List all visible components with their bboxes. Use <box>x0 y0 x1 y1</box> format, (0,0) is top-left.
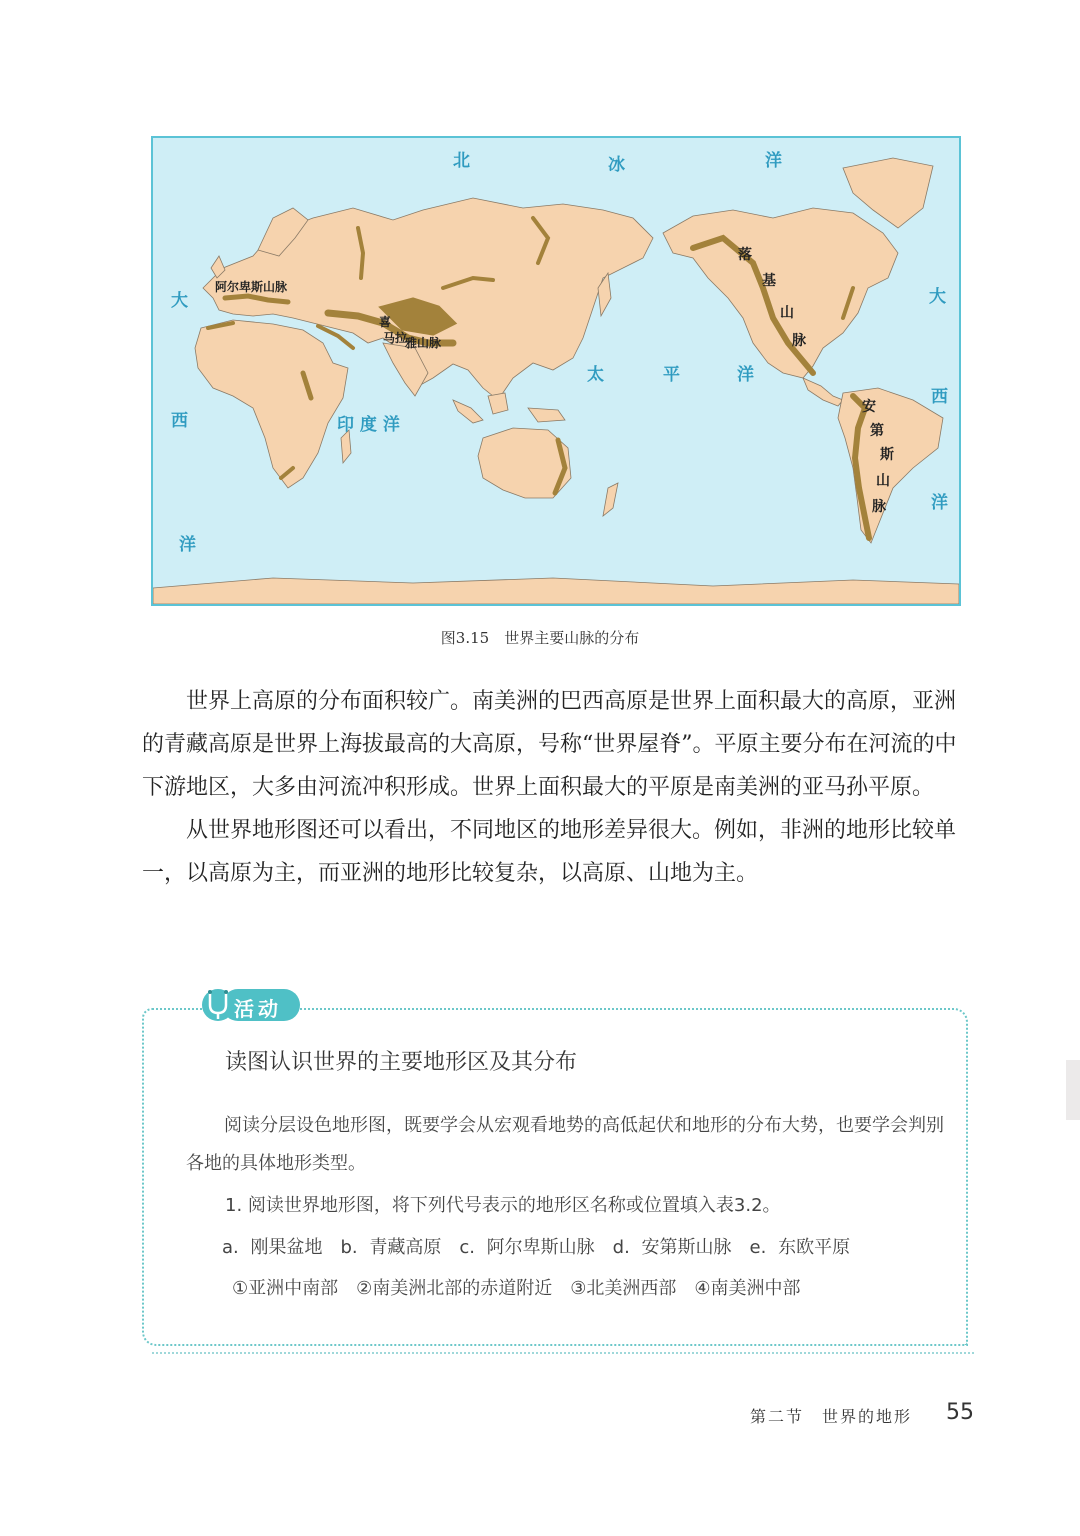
africa-landmass <box>195 320 348 488</box>
pacific-label-2: 平 <box>663 365 680 385</box>
atlantic-right-label-2: 西 <box>931 387 948 407</box>
activity-locations: ①亚洲中南部 ②南美洲北部的赤道附近 ③北美洲西部 ④南美洲中部 <box>232 1278 801 1299</box>
activity-question-1: 1. 阅读世界地形图，将下列代号表示的地形区名称或位置填入表3.2。 <box>225 1195 781 1216</box>
map-graphic <box>153 138 959 604</box>
pacific-label-1: 太 <box>587 365 604 385</box>
activity-title: 读图认识世界的主要地形区及其分布 <box>225 1050 578 1075</box>
andes-label-4: 山 <box>876 473 890 489</box>
alps-label: 阿尔卑斯山脉 <box>215 280 288 294</box>
andes-label-3: 斯 <box>880 447 894 463</box>
central-america <box>803 378 843 406</box>
andes-label-1: 安 <box>862 399 876 415</box>
activity-intro-text: 阅读分层设色地形图，既要学会从宏观看地势的高低起伏和地形的分布大势，也要学会判别各地的具体地形类型。 <box>186 1115 944 1174</box>
north-america <box>663 208 898 378</box>
himalaya-label-3: 雅山脉 <box>405 336 442 350</box>
figure-caption: 图3.15 世界主要山脉的分布 <box>440 629 640 647</box>
arctic-ocean-label-3: 洋 <box>765 151 782 171</box>
antarctica <box>153 578 959 604</box>
rocky-label-3: 山 <box>780 305 794 321</box>
atlantic-right-label-3: 洋 <box>931 493 948 513</box>
atlantic-right-label-1: 大 <box>929 287 946 307</box>
sumatra <box>453 400 483 423</box>
atlantic-left-label-2: 西 <box>171 411 188 431</box>
himalaya-label-1: 喜 <box>379 315 392 329</box>
new-zealand <box>603 483 618 516</box>
atlantic-left-label-1: 大 <box>171 291 188 311</box>
arctic-ocean-label-2: 冰 <box>608 155 625 175</box>
page-edge <box>1066 1060 1080 1120</box>
activity-badge-label: 活动 <box>234 997 282 1021</box>
himalaya-label-2: 马拉 <box>383 331 408 345</box>
andes-label-2: 第 <box>870 423 884 439</box>
borneo <box>488 393 508 414</box>
rocky-label-4: 脉 <box>792 333 806 349</box>
paragraph-1: 世界上高原的分布面积较广。南美洲的巴西高原是世界上面积最大的高原，亚洲的青藏高原是世界上海拔最高的大高原，号称“世界屋脊”。平原主要分布在河流的中下游地区，大多由河流冲积形成。世界上面积最大的平原是南美洲的亚马孙平原。 <box>142 689 957 800</box>
activity-badge <box>196 985 304 1023</box>
atlantic-left-label-3: 洋 <box>179 535 196 555</box>
world-mountains-map <box>151 136 961 606</box>
rocky-label-1: 落 <box>738 247 752 263</box>
new-guinea <box>528 408 565 422</box>
pacific-label-3: 洋 <box>737 365 754 385</box>
activity-box-shadow <box>152 1352 974 1356</box>
footer-section-title: 第二节 世界的地形 <box>750 1407 913 1426</box>
indian-ocean-label: 印 度 洋 <box>337 415 400 435</box>
arctic-ocean-label-1: 北 <box>453 151 470 171</box>
activity-options: a. 刚果盆地 b. 青藏高原 c. 阿尔卑斯山脉 d. 安第斯山脉 e. 东欧平原 <box>222 1237 851 1258</box>
body-text <box>142 680 972 895</box>
andes-label-5: 脉 <box>872 499 886 515</box>
rocky-label-2: 基 <box>762 273 776 289</box>
paragraph-2: 从世界地形图还可以看出，不同地区的地形差异很大。例如，非洲的地形比较单一，以高原为主，而亚洲的地形比较复杂，以高原、山地为主。 <box>142 818 957 886</box>
page-number: 55 <box>946 1400 974 1425</box>
activity-intro <box>186 1107 946 1183</box>
